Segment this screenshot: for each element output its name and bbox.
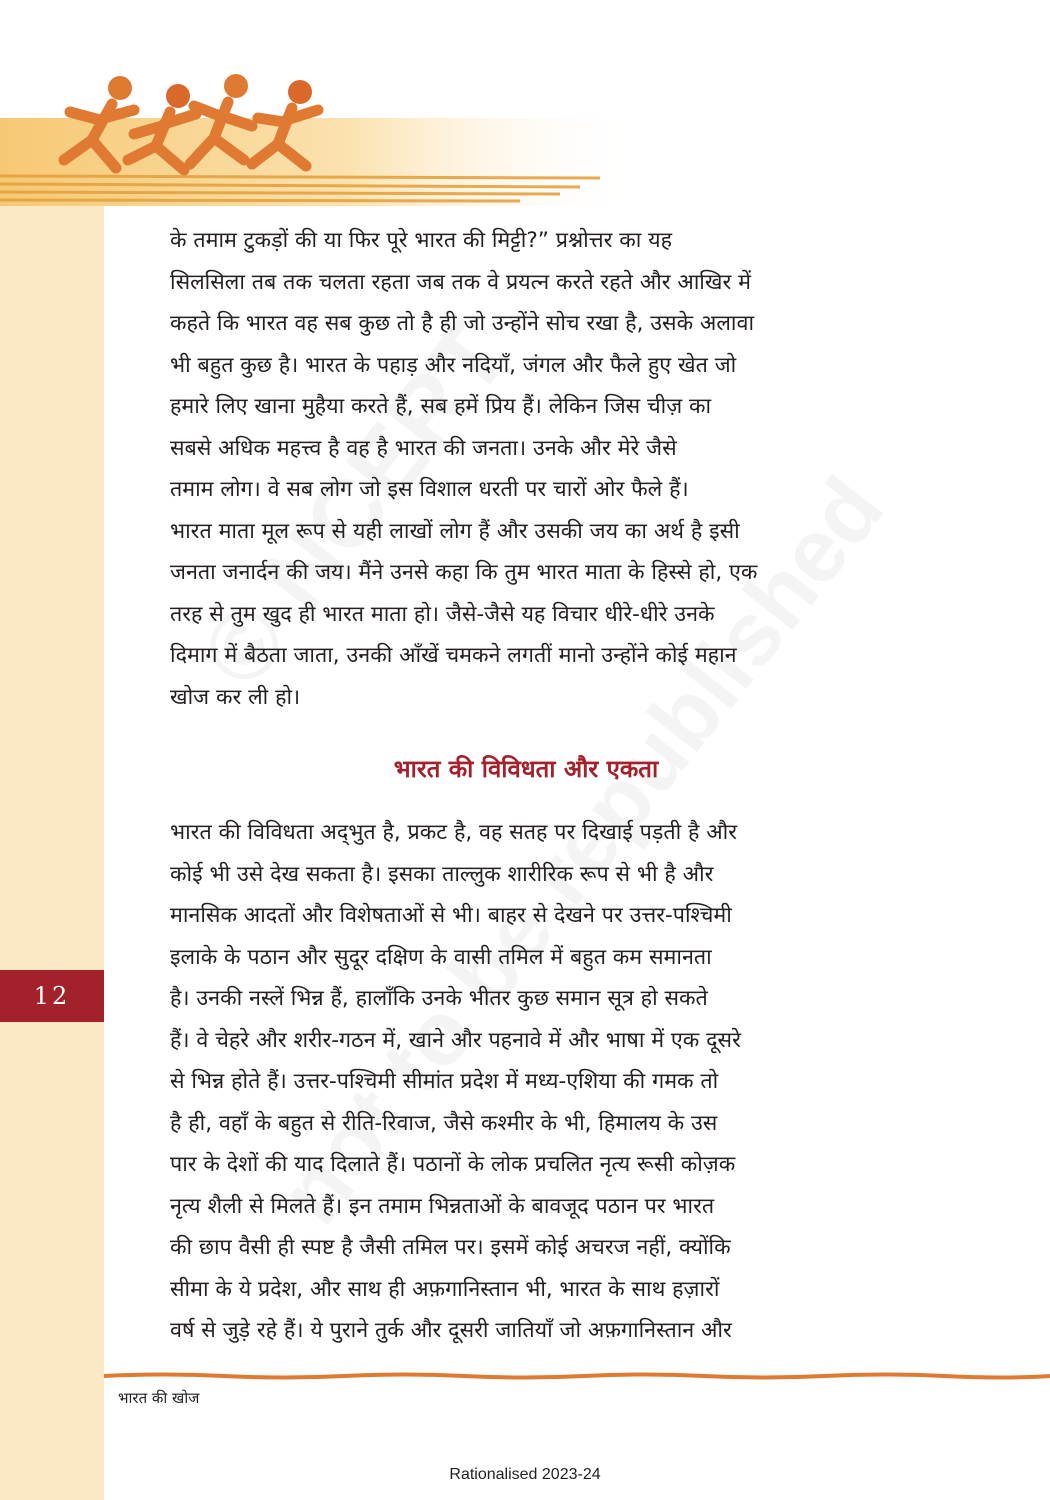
running-figures-illustration: [0, 0, 640, 210]
text-line: पार के देशों की याद दिलाते हैं। पठानों के लोक प्रचलित नृत्य रूसी कोज़क: [170, 1152, 736, 1177]
text-line: भारत की विविधता अद्‌भुत है, प्रकट है, वह सतह पर दिखाई पड़ती है और: [170, 820, 738, 845]
text-line: हैं। वे चेहरे और शरीर-गठन में, खाने और पहनावे में और भाषा में एक दूसरे: [170, 1027, 741, 1053]
section-heading: भारत की विविधता और एकता: [393, 755, 659, 783]
text-line: मानसिक आदतों और विशेषताओं से भी। बाहर से देखने पर उत्तर-पश्चिमी: [170, 903, 732, 928]
text-line: तरह से तुम खुद ही भारत माता हो। जैसे-जैसे यह विचार धीरे-धीरे उनके: [170, 601, 715, 627]
text-line: से भिन्न होते हैं। उत्तर-पश्चिमी सीमांत प्रदेश में मध्य-एशिया की गमक तो: [170, 1069, 719, 1094]
text-line: सीमा के ये प्रदेश, और साथ ही अफ़गानिस्तान भी, भारत के साथ हज़ारों: [170, 1276, 720, 1302]
text-line: तमाम लोग। वे सब लोग जो इस विशाल धरती पर चारों ओर फैले हैं।: [170, 477, 689, 502]
text-line: जनता जनार्दन की जय। मैंने उनसे कहा कि तुम भारत माता के हिस्से हो, एक: [170, 560, 758, 585]
text-line: है ही, वहाँ के बहुत से रीति-रिवाज, जैसे कश्मीर के भी, हिमालय के उस: [170, 1110, 718, 1136]
text-line: इलाके के पठान और सुदूर दक्षिण के वासी तमिल में बहुत कम समानता: [170, 944, 712, 970]
text-line: सिलसिला तब तक चलता रहता जब तक वे प्रयत्न करते रहते और आखिर में: [170, 269, 751, 295]
text-line: कहते कि भारत वह सब कुछ तो है ही जो उन्होंने सोच रखा है, उसके अलावा: [170, 311, 755, 336]
text-line: सबसे अधिक महत्त्व है वह है भारत की जनता। उनके और मेरे जैसे: [170, 435, 677, 461]
paragraph-2: [170, 812, 882, 1352]
page-number: 12: [0, 970, 104, 1022]
text-line: है। उनकी नस्लें भिन्न हैं, हालाँकि उनके भीतर कुछ समान सूत्र हो सकते: [170, 986, 708, 1011]
text-line: के तमाम टुकड़ों की या फिर पूरे भारत की मिट्टी?” प्रश्नोत्तर का यह: [170, 228, 673, 253]
text-line: नृत्य शैली से मिलते हैं। इन तमाम भिन्नताओं के बावजूद पठान पर भारत: [170, 1193, 715, 1219]
text-line: भारत माता मूल रूप से यही लाखों लोग हैं और उसकी जय का अर्थ है इसी: [170, 518, 740, 544]
text-line: हमारे लिए खाना मुहैया करते हैं, सब हमें प्रिय हैं। लेकिन जिस चीज़ का: [170, 394, 712, 419]
text-line: खोज कर ली हो।: [170, 684, 301, 710]
footer-book-title: भारत की खोज: [118, 1389, 200, 1407]
header-decoration: [0, 0, 640, 210]
left-margin-strip: [0, 140, 104, 1500]
footer-divider: [104, 1370, 1050, 1382]
text-line: भी बहुत कुछ है। भारत के पहाड़ और नदियाँ, जंगल और फैले हुए खेत जो: [170, 352, 737, 378]
text-line: वर्ष से जुड़े रहे हैं। ये पुराने तुर्क और दूसरी जातियाँ जो अफ़गानिस्तान और: [170, 1318, 732, 1343]
text-line: दिमाग में बैठता जाता, उनकी आँखें चमकने लगतीं मानो उन्होंने कोई महान: [170, 643, 737, 668]
text-line: कोई भी उसे देख सकता है। इसका ताल्लुक शारीरिक रूप से भी है और: [170, 861, 714, 887]
footer-rationalised-note: Rationalised 2023-24: [449, 1466, 601, 1483]
text-line: की छाप वैसी ही स्पष्ट है जैसी तमिल पर। इसमें कोई अचरज नहीं, क्योंकि: [170, 1235, 731, 1260]
paragraph-1: [170, 220, 882, 718]
